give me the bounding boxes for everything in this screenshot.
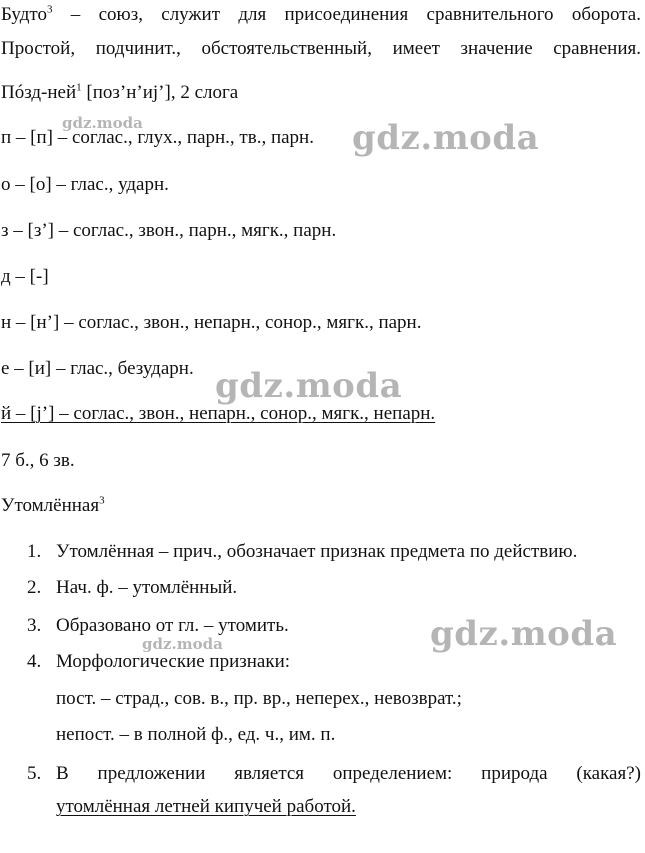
watermark-small: gdz.moda [142,635,223,653]
list-item-continuation: утомлённая летней кипучей работой. [56,796,356,817]
morph-heading [1,495,105,517]
watermark-large: gdz.moda [352,118,540,158]
list-item: Морфологические признаки: [56,651,291,672]
phonetic-word: Пóзд-ней [1,82,77,103]
footnote-sup: 3 [99,494,105,507]
list-number: 1. [27,541,42,562]
morph-variable-features: непост. – в полной ф., ед. ч., им. п. [56,724,336,745]
phonetic-row: й – [j’] – соглас., звон., непарн., сонор., мягк., непарн. [1,403,436,424]
phonetic-row: н – [н’] – соглас., звон., непарн., сонор., мягк., парн. [1,312,422,333]
phonetic-row: п – [п] – соглас., глух., парн., тв., парн. [1,127,314,148]
list-item: В предложении является определением: природа (какая?) [56,763,641,784]
watermark-large: gdz.moda [215,366,403,406]
phonetic-row: з – [з’] – соглас., звон., парн., мягк., парн. [1,220,337,241]
footnote-sup: 1 [76,81,82,94]
footnote-sup: 3 [46,3,53,16]
list-item: Нач. ф. – утомлённый. [56,577,238,598]
watermark-small: gdz.moda [62,114,143,132]
list-item: Образовано от гл. – утомить. [56,615,289,636]
phonetic-summary: 7 б., 6 зв. [1,450,75,471]
phonetic-row: о – [о] – глас., ударн. [1,174,169,195]
watermark-large: gdz.moda [430,614,618,654]
phonetic-row: д – [-] [1,266,49,287]
list-number: 5. [27,763,42,784]
paragraph-line-1 [1,4,641,26]
phonetic-transcription: [поз’н’иj’], 2 слога [81,82,239,103]
phonetic-row: е – [и] – глас., безударн. [1,358,194,379]
conjunction-word: Будто [1,4,47,25]
morph-constant-features: пост. – страд., сов. в., пр. вр., неперех., невозврат.; [56,688,462,709]
list-item: Утомлённая – прич., обозначает признак предмета по действию. [56,541,578,562]
list-number: 3. [27,615,42,636]
list-number: 4. [27,651,42,672]
conjunction-description: – союз, служит для присоединения сравнительного оборота. [52,4,641,25]
morph-word: Утомлённая [1,495,100,516]
paragraph-line-2: Простой, подчинит., обстоятельственный, имеет значение сравнения. [1,38,641,59]
phonetic-heading [1,82,238,104]
list-number: 2. [27,577,42,598]
